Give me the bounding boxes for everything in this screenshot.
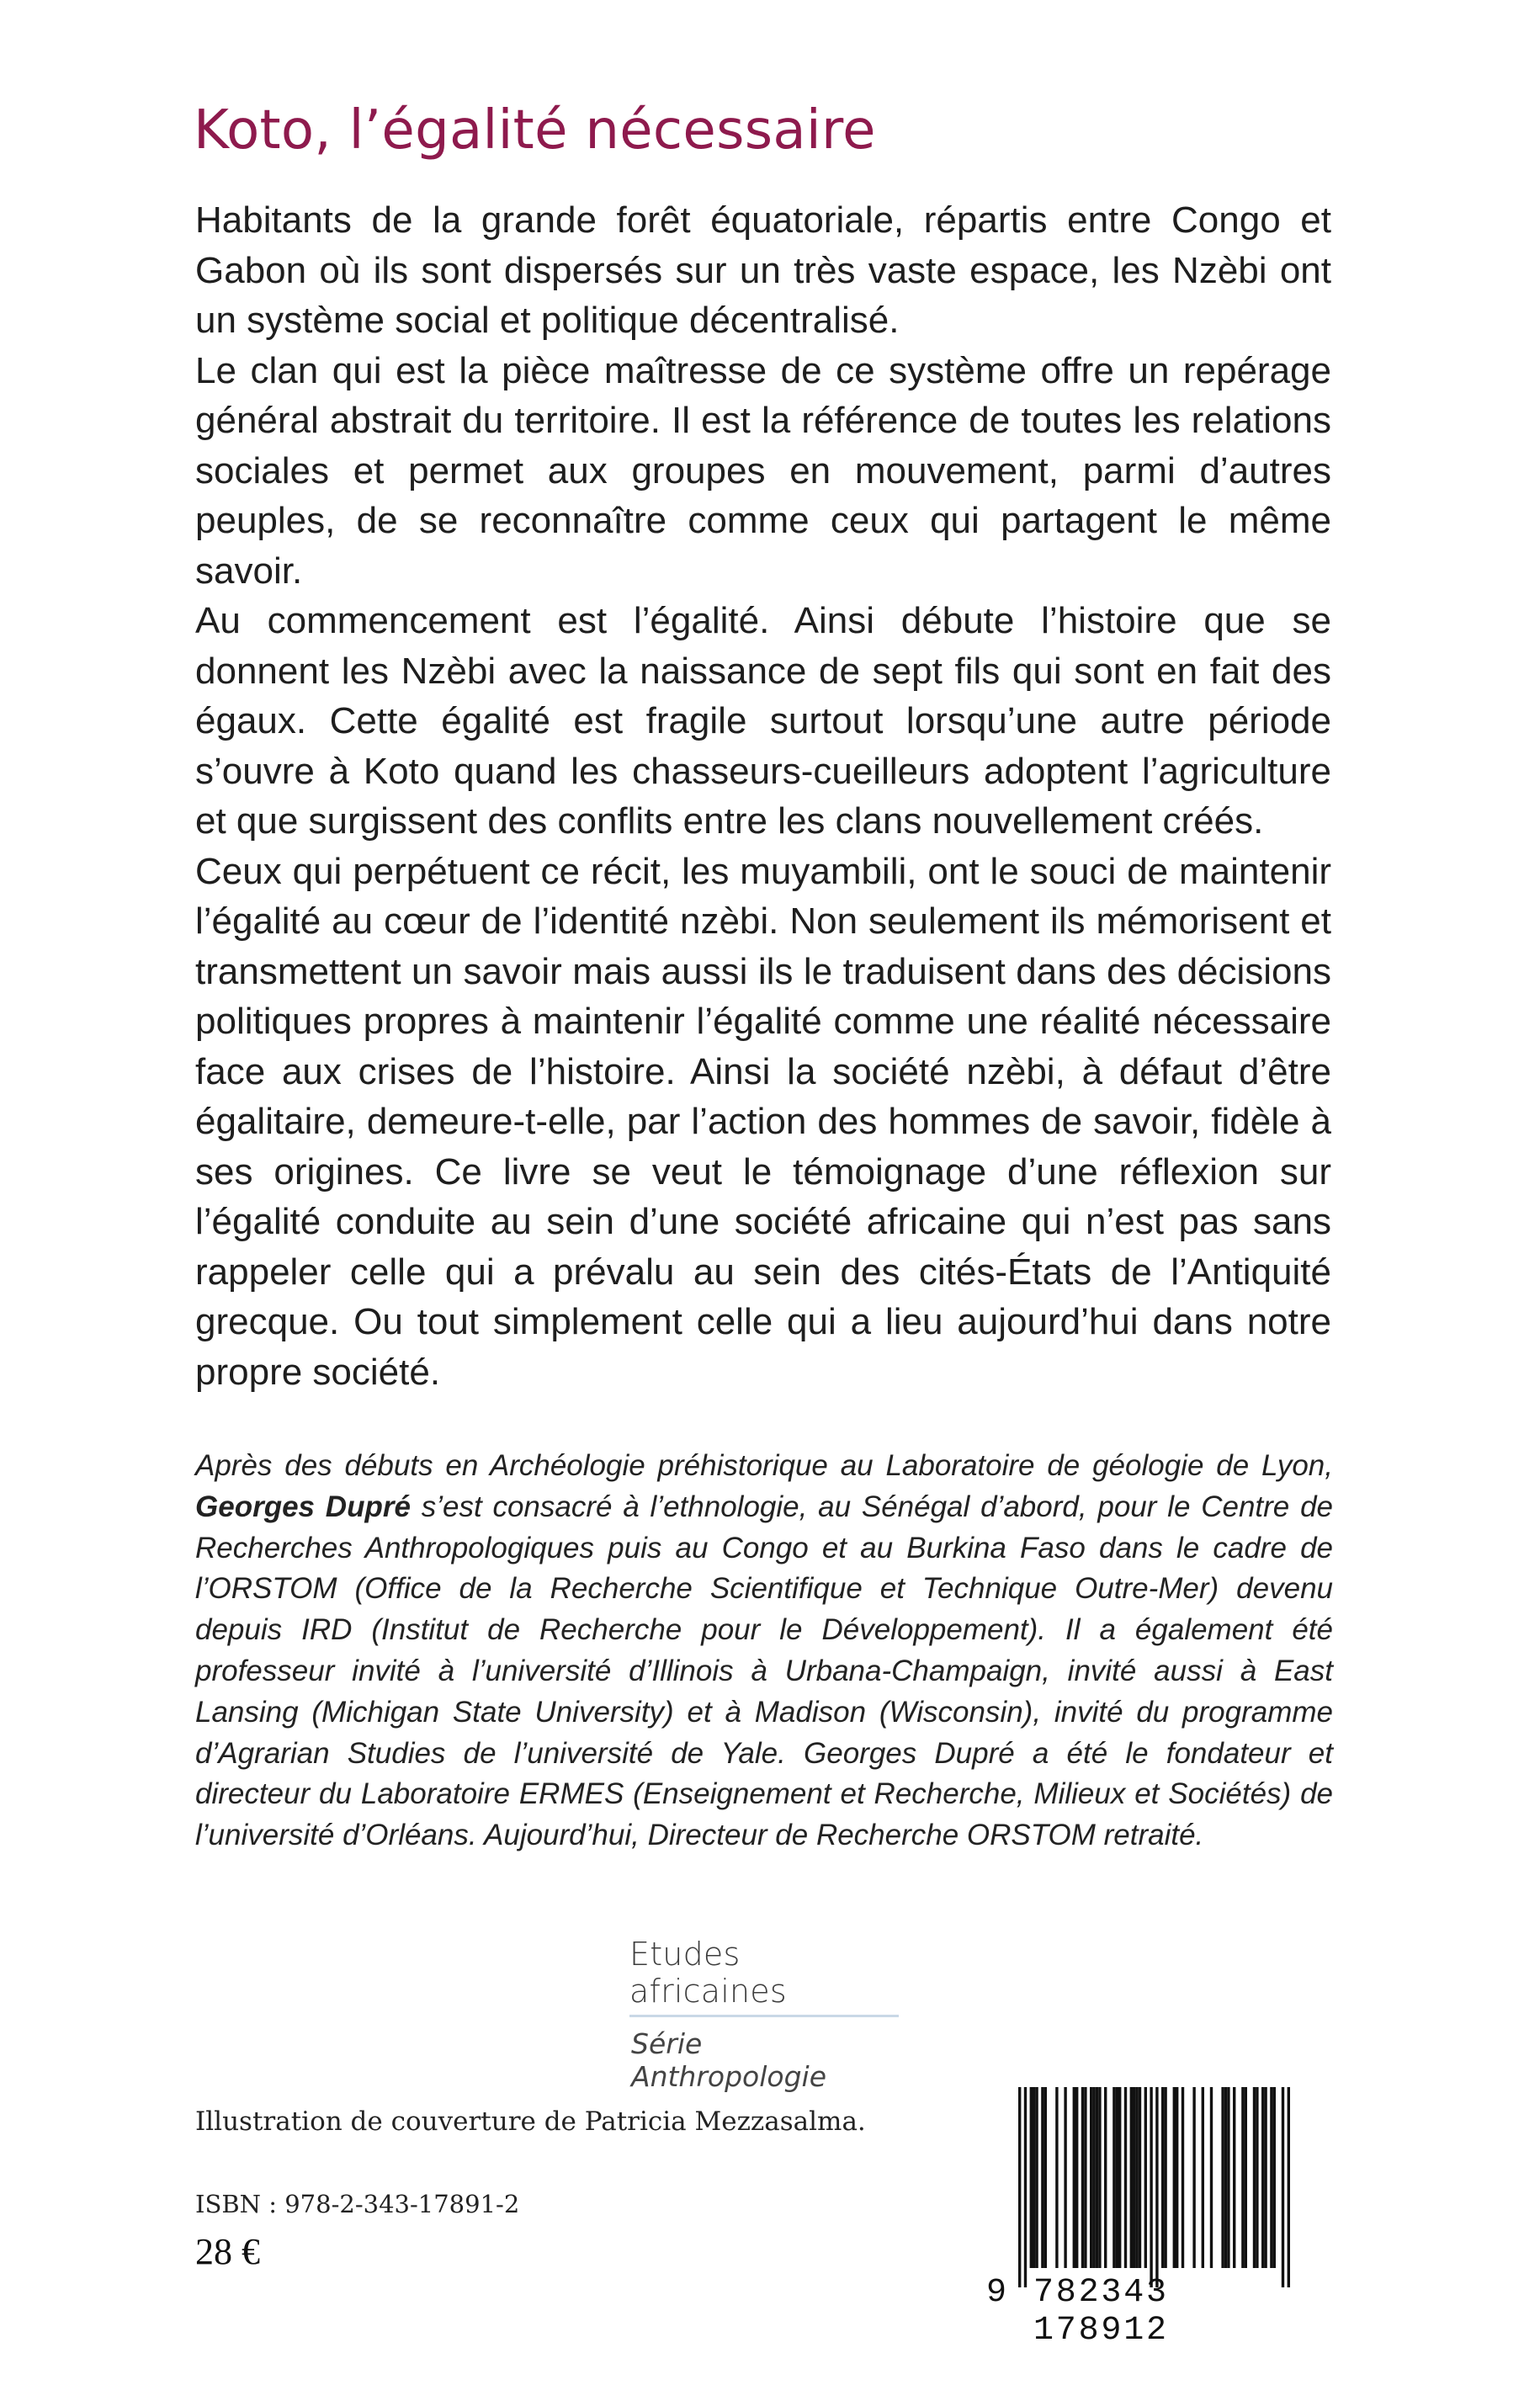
barcode-bar [1133, 2087, 1135, 2268]
barcode-bar [1081, 2087, 1084, 2268]
barcode-bar [1164, 2087, 1166, 2268]
barcode-bar [1192, 2087, 1195, 2268]
isbn: ISBN : 978-2-343-17891-2 [195, 2190, 520, 2218]
barcode-bar [1261, 2087, 1264, 2268]
barcode-bar [1176, 2087, 1178, 2268]
barcode-bar [1256, 2087, 1258, 2268]
barcode [986, 2087, 1323, 2350]
barcode-bar [1124, 2087, 1127, 2268]
barcode-bar [1075, 2087, 1078, 2268]
barcode-bar [1092, 2087, 1095, 2268]
barcode-bar [1155, 2087, 1158, 2287]
barcode-bar [1098, 2087, 1101, 2268]
barcode-bar [1055, 2087, 1058, 2268]
barcode-bar [1264, 2087, 1267, 2268]
barcode-bar [1090, 2087, 1092, 2268]
barcode-bar [1161, 2087, 1164, 2268]
barcode-bar [1033, 2087, 1035, 2268]
barcode-bar [1221, 2087, 1224, 2268]
barcode-bar [1224, 2087, 1227, 2268]
barcode-bar [1044, 2087, 1047, 2268]
barcode-bar [1116, 2087, 1118, 2268]
barcode-bar [1030, 2087, 1033, 2268]
barcode-bar [1202, 2087, 1204, 2268]
barcode-bar [1024, 2087, 1027, 2287]
barcode-bar [1241, 2087, 1244, 2268]
bio-intro: Après des débuts en Archéologie préhistorique au Laboratoire de géologie de Lyon, [195, 1449, 1333, 1482]
barcode-lead-digit: 9 [986, 2274, 1007, 2312]
barcode-bar [1144, 2087, 1147, 2268]
barcode-bar [1084, 2087, 1086, 2268]
barcode-bar [1096, 2087, 1098, 2268]
series-name: Etudes africaines [629, 1936, 899, 2017]
series-block [629, 1936, 899, 2093]
price: 28 € [195, 2231, 260, 2272]
barcode-bar [1150, 2087, 1152, 2287]
barcode-bar [1041, 2087, 1043, 2268]
barcode-bar [1139, 2087, 1141, 2268]
barcode-bar [1118, 2087, 1121, 2268]
barcode-bar [1227, 2087, 1229, 2268]
barcode-digits: 782343 178912 [1033, 2274, 1169, 2350]
author-name: Georges Dupré [195, 1490, 411, 1523]
barcode-bar [1210, 2087, 1213, 2268]
author-bio [195, 1446, 1333, 1856]
barcode-bar [1273, 2087, 1276, 2268]
summary [195, 195, 1331, 1397]
barcode-bar [1270, 2087, 1272, 2268]
series-subtitle: Série Anthropologie [631, 2027, 827, 2093]
barcode-bar [1018, 2087, 1021, 2287]
barcode-bar [1135, 2087, 1138, 2268]
barcode-bar [1182, 2087, 1184, 2268]
bio-text: s’est consacré à l’ethnologie, au Sénégal d’abord, pour le Centre de Recherches Anthropologiques puis au Congo et au Burkina Faso dans le cadre de l’ORSTOM (Office de la Recherche Scientifique et Technique Outre-Mer) devenu depuis IRD (Institut de Recherche pour le Développement). Il a également été professeur invité à l’université d’Illinois à Urbana-Champaign, invité aussi à East Lansing (Michigan State University) et à Madison (Wisconsin), invité du programme d’Agrarian Studies de l’université de Yale. Georges Dupré a été le fondateur et directeur du Laboratoire ERMES (Enseignement et Recherche, Milieux et Sociétés) de l’université d’Orléans. Aujourd’hui, Directeur de Recherche ORSTOM retraité. [195, 1490, 1333, 1852]
barcode-bar [1073, 2087, 1075, 2268]
barcode-bar [1288, 2087, 1290, 2287]
summary-paragraph: Le clan qui est la pièce maîtresse de ce système offre un repérage général abstrait du territoire. Il est la référence de toutes les relations sociales et permet aux groupes en mouvement, parmi d’autres peuples, de se reconnaître comme ceux qui partagent le même savoir. [195, 349, 1331, 592]
summary-paragraph: Ceux qui perpétuent ce récit, les muyambili, ont le souci de maintenir l’égalité au cœur de l’identité nzèbi. Non seulement ils mémorisent et transmettent un savoir mais aussi ils le traduisent dans des décisions politiques propres à maintenir l’égalité comme une réalité nécessaire face aux crises de l’histoire. Ainsi la société nzèbi, à défaut d’être égalitaire, demeure-t-elle, par l’action des hommes de savoir, fidèle à ses origines. Ce livre se veut le témoignage d’une réflexion sur l’égalité conduite au sein d’une société africaine qui n’est pas sans rappeler celle qui a prévalu au sein des cités-États de l’Antiquité grecque. Ou tout simplement celle qui a lieu aujourd’hui dans notre propre société. [195, 850, 1331, 1393]
barcode-bar [1173, 2087, 1176, 2268]
barcode-bar [1130, 2087, 1133, 2268]
barcode-bars [1018, 2087, 1323, 2297]
barcode-bar [1113, 2087, 1115, 2268]
summary-paragraph: Habitants de la grande forêt équatoriale, répartis entre Congo et Gabon où ils sont dispersés sur un très vaste espace, les Nzèbi ont un système social et politique décentralisé. [195, 199, 1331, 341]
summary-paragraph: Au commencement est l’égalité. Ainsi débute l’histoire que se donnent les Nzèbi avec la naissance de sept fils qui sont en fait des égaux. Cette égalité est fragile surtout lorsqu’une autre période s’ouvre à Koto quand les chasseurs-cueilleurs adoptent l’agriculture et que surgissent des conflits entre les clans nouvellement créés. [195, 600, 1331, 842]
cover-credit: Illustration de couverture de Patricia Mezzasalma. [195, 2106, 866, 2137]
book-title: Koto, l’égalité nécessaire [194, 99, 876, 162]
barcode-bar [1253, 2087, 1256, 2268]
barcode-bar [1064, 2087, 1066, 2268]
barcode-bar [1104, 2087, 1107, 2268]
barcode-bar [1282, 2087, 1284, 2287]
barcode-bar [1245, 2087, 1247, 2268]
barcode-bar [1035, 2087, 1038, 2268]
barcode-bar [1233, 2087, 1235, 2268]
